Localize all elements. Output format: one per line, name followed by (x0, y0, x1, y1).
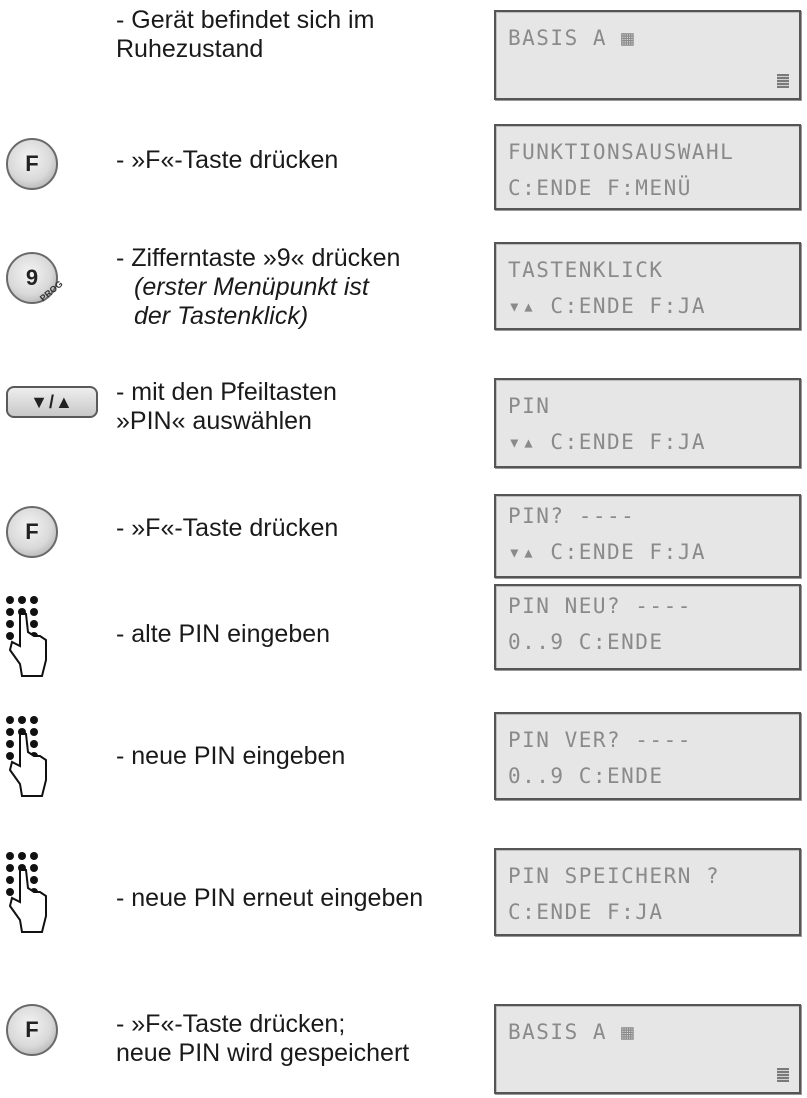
f-key-icon: F (6, 138, 58, 190)
step-description: - »F«-Taste drücken (116, 514, 339, 542)
lcd-display (494, 584, 801, 670)
lcd-line-2: ▾▴ C:ENDE F:JA (508, 430, 707, 454)
lcd-line-1: PIN NEU? ---- (508, 594, 692, 618)
lcd-display (494, 1004, 801, 1094)
step-description: - »F«-Taste drücken; neue PIN wird gespeichert (116, 1010, 410, 1067)
lcd-line-1: FUNKTIONSAUSWAHL (508, 140, 735, 164)
arrow-keys-icon: ▼/▲ (6, 386, 98, 418)
icon-cell (0, 590, 110, 670)
lcd-line-2: 0..9 C:ENDE (508, 630, 664, 654)
icon-cell (0, 994, 110, 1074)
step-subtext: (erster Menüpunkt ist der Tastenklick) (134, 273, 369, 330)
lcd-line-1: PIN? ---- (508, 504, 636, 528)
lcd-line-2: C:ENDE F:MENÜ (508, 176, 692, 200)
keypad-hand-icon (0, 590, 62, 680)
lcd-display (494, 848, 801, 936)
lcd-line-1: PIN (508, 394, 551, 418)
f-key-icon: F (6, 506, 58, 558)
lcd-cursor-icon (777, 74, 789, 88)
lcd-line-1: PIN VER? ---- (508, 728, 692, 752)
step-description (116, 244, 486, 331)
step-description: - Gerät befindet sich im Ruhezustand (116, 6, 375, 63)
icon-cell (0, 846, 110, 926)
icon-cell (0, 710, 110, 790)
icon-cell (0, 128, 110, 208)
icon-cell (0, 378, 110, 458)
lcd-display (494, 10, 801, 100)
lcd-line-2: ▾▴ C:ENDE F:JA (508, 294, 707, 318)
nine-prog-key-icon: 9 (6, 252, 58, 304)
step-description: - neue PIN erneut eingeben (116, 884, 424, 912)
lcd-display (494, 494, 801, 578)
icon-cell (0, 496, 110, 576)
lcd-display (494, 378, 801, 468)
lcd-line-1: TASTENKLICK (508, 258, 664, 282)
prog-label: PROG (37, 278, 65, 304)
keypad-hand-icon (0, 710, 62, 800)
step-description: - neue PIN eingeben (116, 742, 346, 770)
lcd-cursor-icon (777, 1068, 789, 1082)
lcd-line-1: PIN SPEICHERN ? (508, 864, 721, 888)
lcd-display (494, 124, 801, 210)
lcd-line-2: ▾▴ C:ENDE F:JA (508, 540, 707, 564)
lcd-line-1: BASIS A ▦ (508, 26, 636, 50)
lcd-line-1: BASIS A ▦ (508, 1020, 636, 1044)
step-description: - »F«-Taste drücken (116, 146, 339, 174)
icon-cell (0, 242, 110, 322)
lcd-line-2: C:ENDE F:JA (508, 900, 664, 924)
lcd-display (494, 242, 801, 330)
f-key-icon: F (6, 1004, 58, 1056)
step-description: - mit den Pfeiltasten »PIN« auswählen (116, 378, 337, 435)
lcd-line-2: 0..9 C:ENDE (508, 764, 664, 788)
step-description: - alte PIN eingeben (116, 620, 331, 648)
step-text: - Zifferntaste »9« drücken (116, 244, 401, 272)
keypad-hand-icon (0, 846, 62, 936)
lcd-display (494, 712, 801, 800)
